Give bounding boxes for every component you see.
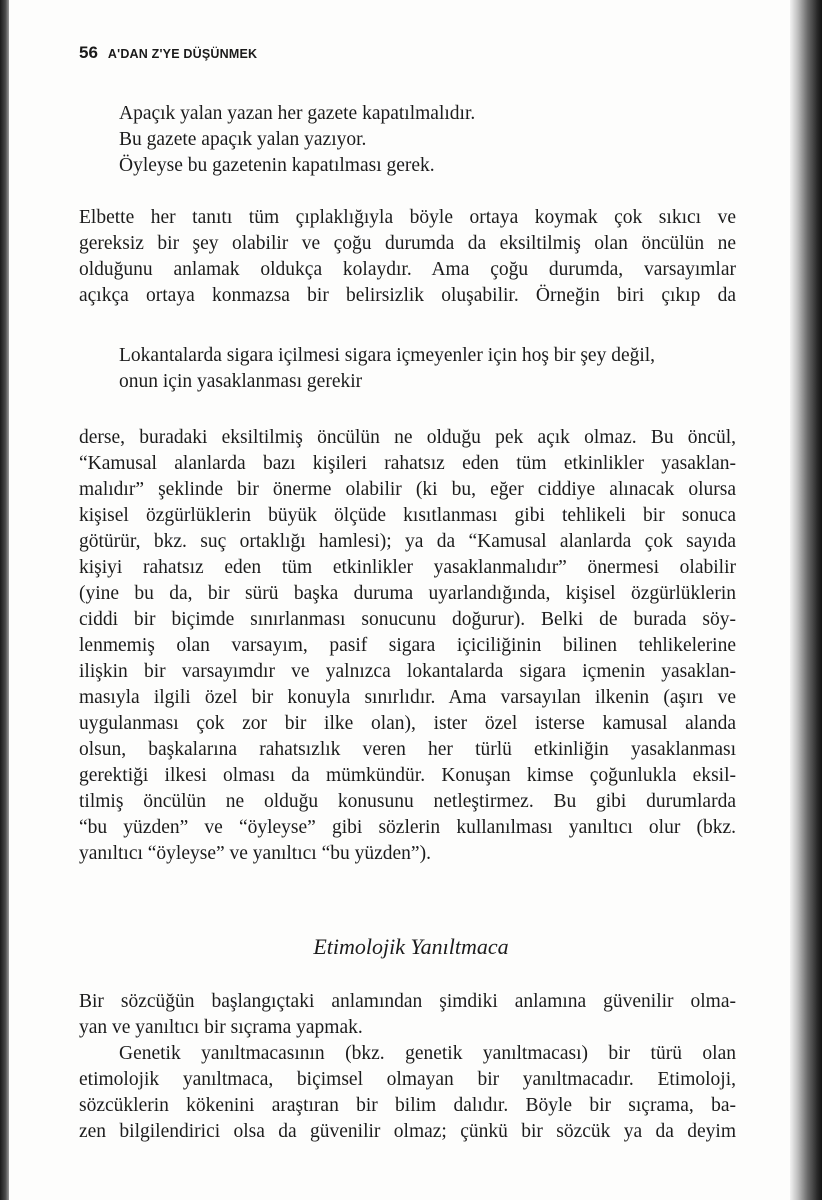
text-line: Elbette her tanıtı tüm çıplaklığıyla böyle ortaya koymak çok sıkıcı ve xyxy=(79,207,736,228)
page-right-edge xyxy=(790,0,822,1200)
text-line: ciddi bir biçimde sınırlanması sonucunu doğurur). Belki de burada söy- xyxy=(79,609,736,630)
text-line: zen bilgilendirici olsa da güvenilir olmaz; çünkü bir sözcük ya da deyim xyxy=(79,1121,736,1142)
text-line: kişiyi rahatsız eden tüm etkinlikler yasaklanmalıdır” önermesi olabilir xyxy=(79,557,736,578)
quote-line: onun için yasaklanması gerekir xyxy=(119,371,363,392)
text-line: (yine bu da, bir sürü başka duruma uyarlandığında, kişisel özgürlüklerin xyxy=(79,583,736,604)
syllogism-block xyxy=(79,101,736,179)
text-line: etimolojik yanıltmaca, biçimsel olmayan bir yanıltmacadır. Etimoloji, xyxy=(79,1069,736,1090)
text-line: olduğunu anlamak oldukça kolaydır. Ama çoğu durumda, varsayımlar xyxy=(79,259,736,280)
syllogism-line: Bu gazete apaçık yalan yazıyor. xyxy=(119,129,367,150)
text-line: gereksiz bir şey olabilir ve çoğu durumda da eksiltilmiş olan öncülün ne xyxy=(79,233,736,254)
text-line: Bir sözcüğün başlangıçtaki anlamından şimdiki anlamına güvenilir olma- xyxy=(79,991,736,1012)
text-line: lenmemiş olan varsayım, pasif sigara içiciliğinin bilinen tehlikelerine xyxy=(79,635,736,656)
quote-line: Lokantalarda sigara içilmesi sigara içmeyenler için hoş bir şey değil, xyxy=(119,345,656,366)
syllogism-line: Apaçık yalan yazan her gazete kapatılmalıdır. xyxy=(119,103,476,124)
block-quote xyxy=(79,343,736,395)
paragraph-2 xyxy=(79,425,736,867)
text-line: yan ve yanıltıcı bir sıçrama yapmak. xyxy=(79,1017,363,1038)
text-line: uygulanması çok zor bir ilke olan), ister özel isterse kamusal alanda xyxy=(79,713,736,734)
text-line: tilmiş öncülün ne olduğu konusunu netleştirmez. Bu gibi durumlarda xyxy=(79,791,736,812)
paragraph-3 xyxy=(79,1041,736,1145)
text-line: gerektiği ilkesi olması da mümkündür. Konuşan kimse çoğunlukla eksil- xyxy=(79,765,736,786)
text-line: yanıltıcı “öyleyse” ve yanıltıcı “bu yüzden”). xyxy=(79,843,431,864)
text-line: açıkça ortaya konmazsa bir belirsizlik oluşabilir. Örneğin biri çıkıp da xyxy=(79,285,736,306)
paragraph-1 xyxy=(79,205,736,309)
syllogism-line: Öyleyse bu gazetenin kapatılması gerek. xyxy=(119,155,435,176)
text-line: malıdır” şeklinde bir önerme olabilir (ki bu, eğer ciddiye alınacak olursa xyxy=(79,479,736,500)
definition xyxy=(79,989,736,1041)
text-line: sözcüklerin kökenini araştıran bir bilim dalıdır. Böyle bir sıçrama, ba- xyxy=(79,1095,736,1116)
text-line: ilişkin bir varsayımdır ve yalnızca lokantalarda sigara içmenin yasaklan- xyxy=(79,661,736,682)
text-line: “bu yüzden” ve “öyleyse” gibi sözlerin kullanılması yanıltıcı olur (bkz. xyxy=(79,817,736,838)
section-heading: Etimolojik Yanıltmaca xyxy=(313,934,509,959)
text-line: derse, buradaki eksiltilmiş öncülün ne olduğu pek açık olmaz. Bu öncül, xyxy=(79,427,736,448)
text-line: Genetik yanıltmacasının (bkz. genetik yanıltmacası) bir türü olan xyxy=(119,1043,736,1064)
page-number: 56 xyxy=(79,43,98,62)
text-line: kişisel özgürlüklerin büyük ölçüde kısıtlanması gibi tehlikeli bir sonuca xyxy=(79,505,736,526)
text-line: götürür, bkz. suç ortaklığı hamlesi); ya da “Kamusal alanlarda çok sayıda xyxy=(79,531,736,552)
text-line: olsun, başkalarına rahatsızlık veren her türlü etkinliğin yasaklanması xyxy=(79,739,736,760)
page-left-shadow xyxy=(0,0,9,1200)
text-line: masıyla ilgili özel bir konuyla sınırlıdır. Ama varsayılan ilkenin (aşırı ve xyxy=(79,687,736,708)
running-header xyxy=(79,43,257,63)
text-line: “Kamusal alanlarda bazı kişileri rahatsız eden tüm etkinlikler yasaklan- xyxy=(79,453,736,474)
running-title: A'DAN Z'YE DÜŞÜNMEK xyxy=(107,47,258,61)
